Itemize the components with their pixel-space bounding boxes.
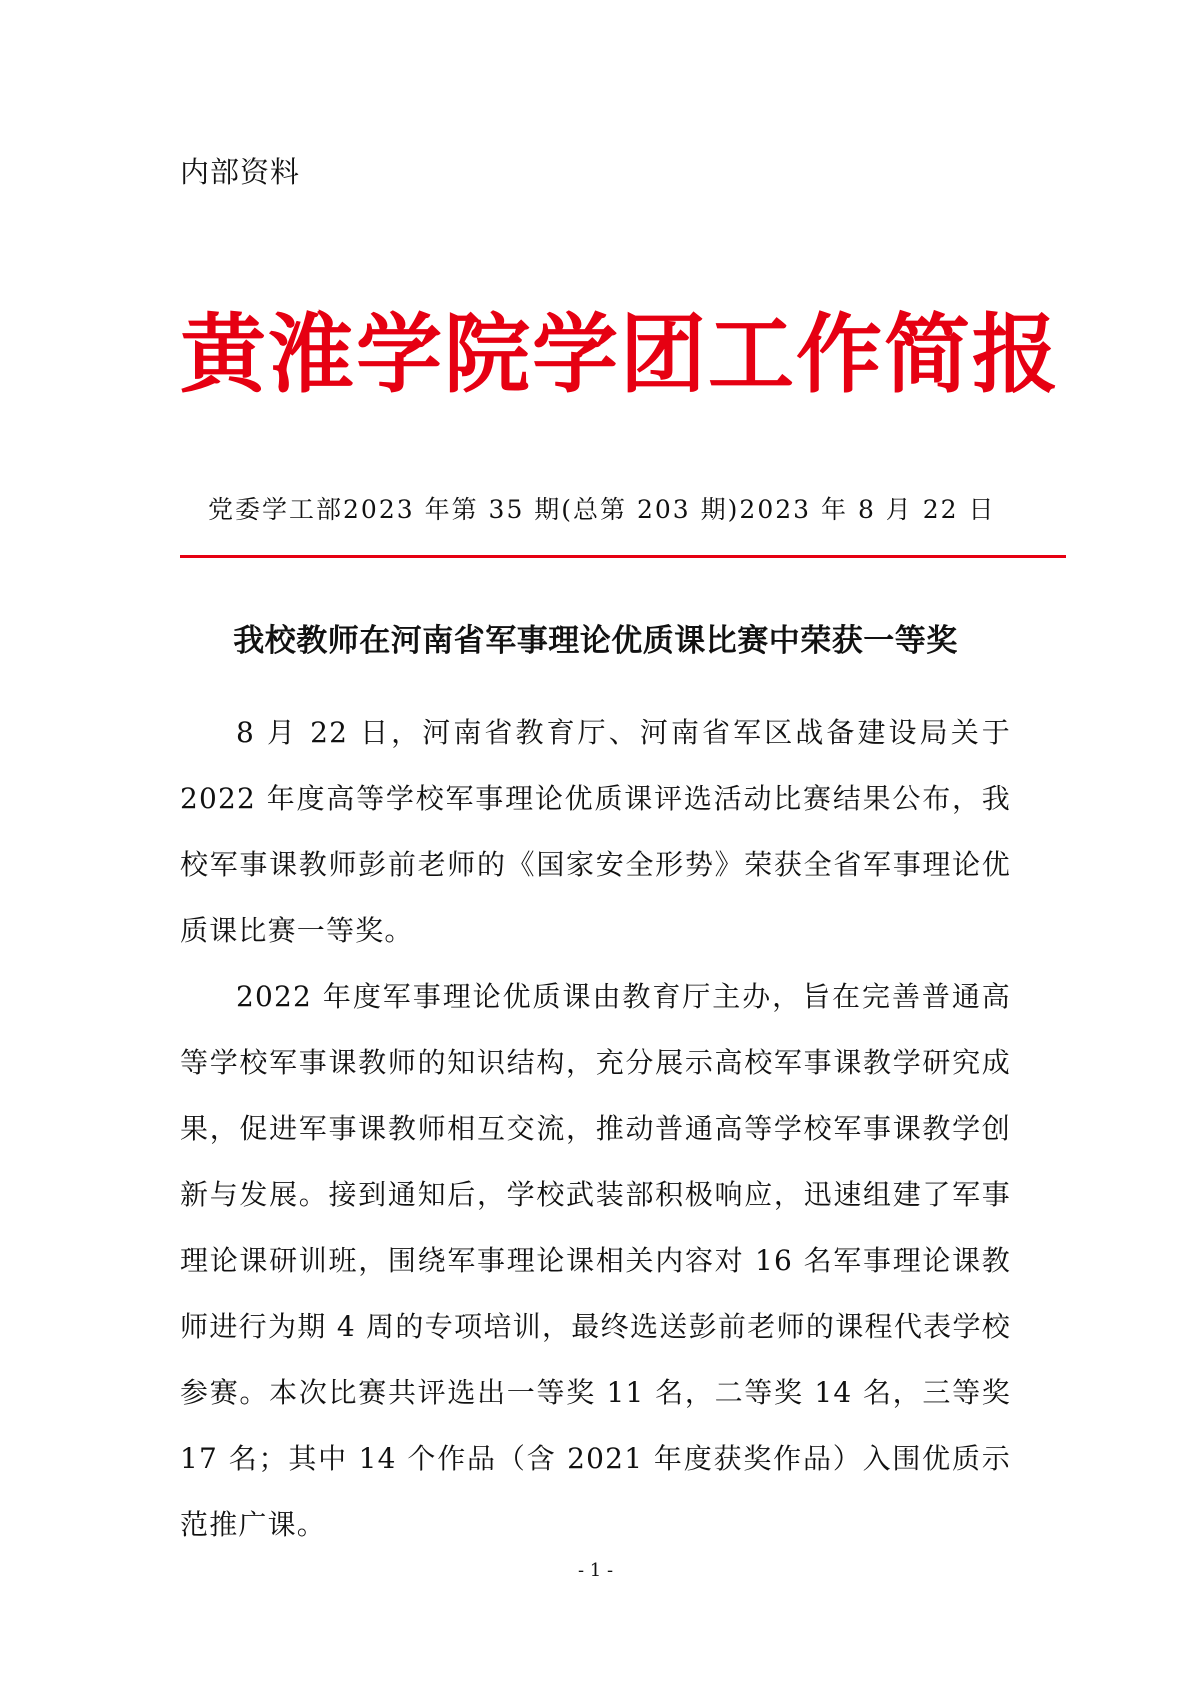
red-divider-rule	[180, 555, 1066, 558]
masthead-title: 黄淮学院学团工作简报	[180, 304, 1060, 405]
issue-line	[180, 490, 1011, 526]
issue-department: 党委学工部	[208, 495, 344, 524]
article-paragraph: 8 月 22 日，河南省教育厅、河南省军区战备建设局关于 2022 年度高等学校军事理论优质课评选活动比赛结果公布，我校军事课教师彭前老师的《国家安全形势》荣获全省军事理论优质课比赛一等奖。	[180, 716, 1011, 947]
page-number: - 1 -	[577, 1560, 614, 1581]
classification-label: 内部资料	[180, 155, 301, 189]
article-title: 我校教师在河南省军事理论优质课比赛中荣获一等奖	[233, 623, 958, 659]
article-body	[180, 700, 1011, 1558]
issue-date: 2023 年 8 月 22 日	[739, 495, 996, 524]
article-paragraph: 2022 年度军事理论优质课由教育厅主办，旨在完善普通高等学校军事课教师的知识结构，充分展示高校军事课教学研究成果，促进军事课教师相互交流，推动普通高等学校军事课教学创新与发展。接到通知后，学校武装部积极响应，迅速组建了军事理论课研训班，围绕军事理论课相关内容对 16 名军事理论课教师进行为期 4 周的专项培训，最终选送彭前老师的课程代表学校参赛。本次比赛共评选出一等奖 11 名，二等奖 14 名，三等奖 17 名；其中 14 个作品（含 2021 年度获奖作品）入围优质示范推广课。	[180, 980, 1011, 1541]
issue-number: 2023 年第 35 期(总第 203 期)	[343, 495, 740, 524]
